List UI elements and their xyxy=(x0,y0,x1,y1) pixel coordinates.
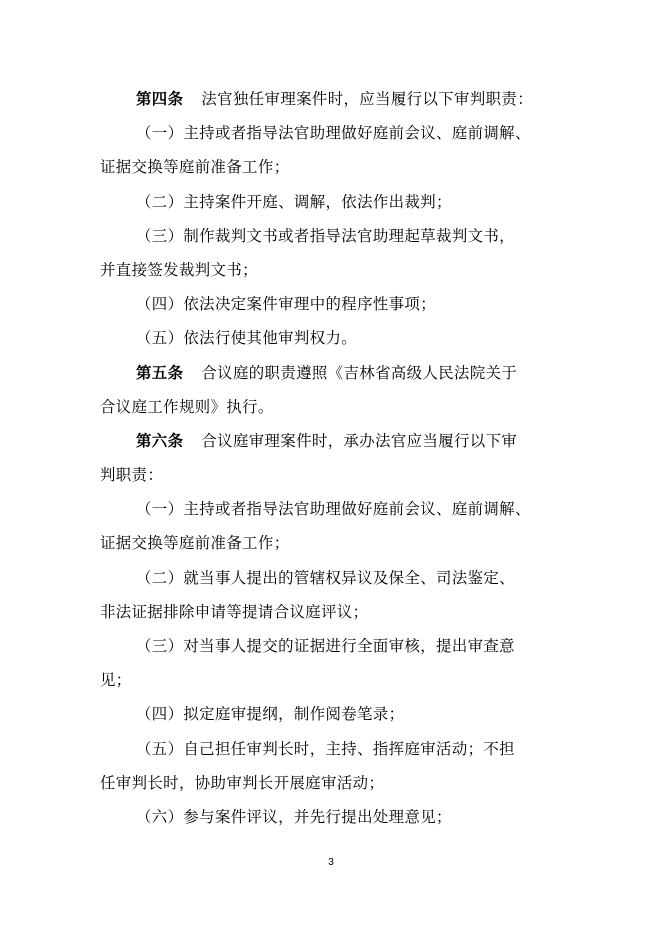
article-6-line-1 xyxy=(100,424,568,458)
article-6-item-5-line-1: （五）自己担任审判长时，主持、指挥庭审活动；不担 xyxy=(136,739,515,758)
document-body xyxy=(100,82,568,834)
article-4-heading: 第四条 xyxy=(136,90,184,108)
article-6-item-3-line-2: 见； xyxy=(100,671,132,690)
article-5-line-1 xyxy=(100,356,568,390)
article-6-item-1-line-2: 证据交换等庭前准备工作； xyxy=(100,534,290,553)
article-6-heading: 第六条 xyxy=(136,431,184,450)
article-6-item-5-line-2: 任审判长时，协助审判长开展庭审活动； xyxy=(100,773,385,792)
article-4-line-1 xyxy=(100,82,568,116)
article-5-line-2: 合议庭工作规则》执行。 xyxy=(100,397,274,416)
article-6-item-6-line-1: （六）参与案件评议，并先行提出处理意见； xyxy=(136,807,452,826)
article-4-item-1-line-1: （一）主持或者指导法官助理做好庭前会议、庭前调解、 xyxy=(136,124,531,143)
article-4-item-3-line-2: 并直接签发裁判文书； xyxy=(100,260,258,279)
article-4-item-4-line-1: （四）依法决定案件审理中的程序性事项； xyxy=(136,295,437,314)
article-5-text-1: 合议庭的职责遵照《吉林省高级人民法院关于 xyxy=(201,363,518,382)
article-4-item-1-line-2: 证据交换等庭前准备工作； xyxy=(100,158,290,177)
article-4-item-2-line-1: （二）主持案件开庭、调解，依法作出裁判； xyxy=(136,192,452,211)
article-4-item-5-line-1: （五）依法行使其他审判权力。 xyxy=(136,329,358,348)
article-5-heading: 第五条 xyxy=(136,363,184,382)
article-6-item-2-line-2: 非法证据排除申请等提请合议庭评议； xyxy=(100,602,369,621)
article-6-line-2: 判职责： xyxy=(100,466,164,485)
article-6-item-4-line-1: （四）拟定庭审提纲，制作阅卷笔录； xyxy=(136,705,405,724)
article-6-item-2-line-1: （二）就当事人提出的管辖权异议及保全、司法鉴定、 xyxy=(136,568,515,587)
page-number: 3 xyxy=(328,857,334,868)
article-6-intro-text: 合议庭审理案件时，承办法官应当履行以下审 xyxy=(201,431,518,450)
article-6-item-1-line-1: （一）主持或者指导法官助理做好庭前会议、庭前调解、 xyxy=(136,500,531,519)
article-4-item-3-line-1: （三）制作裁判文书或者指导法官助理起草裁判文书， xyxy=(136,226,515,245)
article-6-item-3-line-1: （三）对当事人提交的证据进行全面审核，提出审查意 xyxy=(136,637,515,655)
article-4-intro-text: 法官独任审理案件时，应当履行以下审判职责： xyxy=(201,90,533,108)
